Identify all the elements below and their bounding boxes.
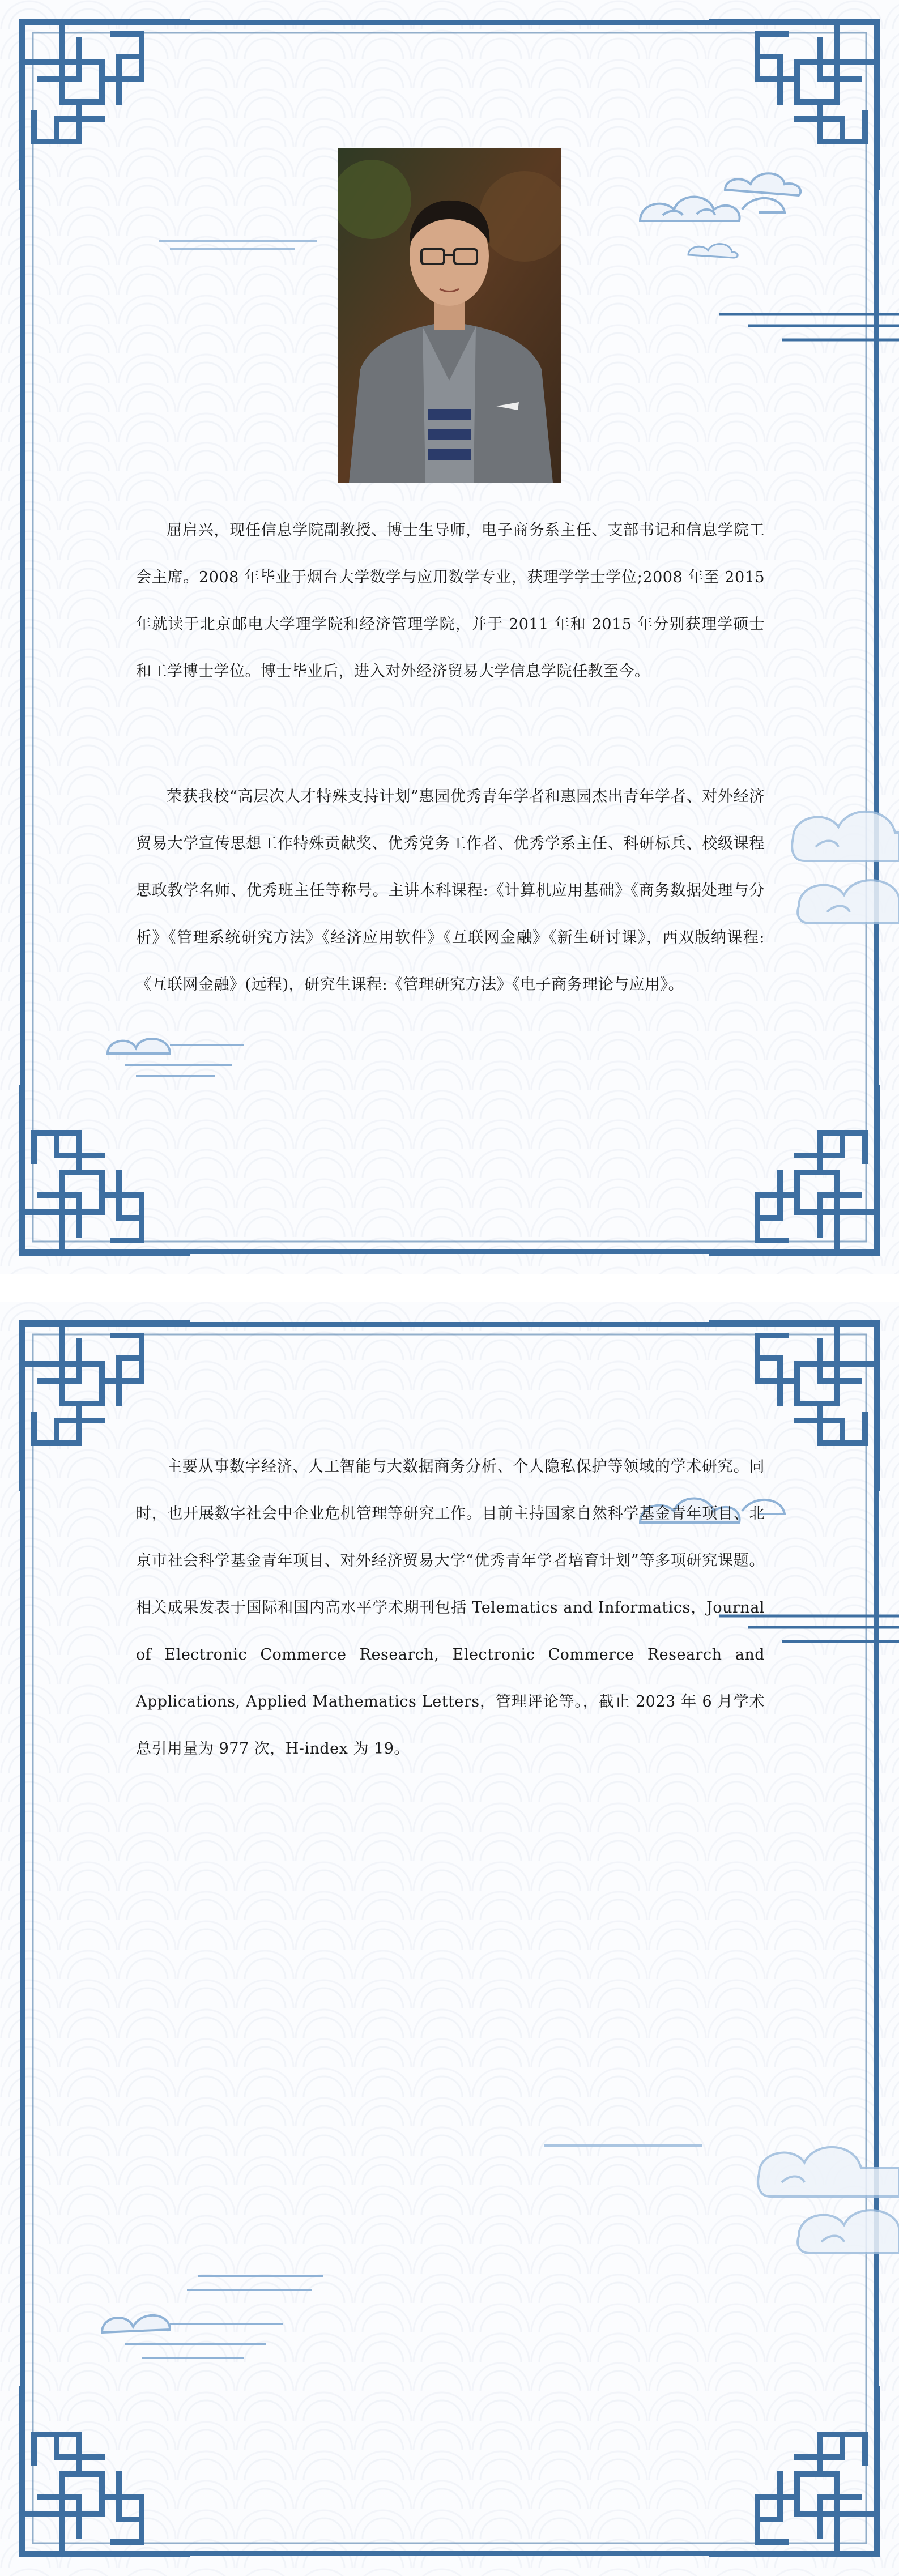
cloud-icon: [96, 2264, 334, 2378]
cloud-icon: [685, 232, 742, 261]
bio-panel: [0, 0, 899, 1274]
cloud-icon: [532, 2123, 899, 2281]
bio-paragraph-career: 屈启兴，现任信息学院副教授、博士生导师，电子商务系主任、支部书记和信息学院工会主席。2008 年毕业于烟台大学数学与应用数学专业，获理学学士学位;2008 年至 2015 年就读于北京邮电大学理学院和经济管理学院，并于 2011 年和 2015 年分别获理学硕士和工学博士学位。博士毕业后，进入对外经济贸易大学信息学院任教至今。: [136, 522, 765, 680]
portrait-photo: [338, 148, 561, 483]
research-panel: [0, 1302, 899, 2576]
cloud-icon: [719, 159, 810, 204]
cloud-icon: [782, 793, 899, 974]
research-paragraph: 主要从事数字经济、人工智能与大数据商务分析、个人隐私保护等领域的学术研究。同时，也开展数字社会中企业危机管理等研究工作。目前主持国家自然科学基金青年项目、北京市社会科学基金青年项目、对外经济贸易大学“优秀青年学者培育计划”等多项研究课题。相关成果发表于国际和国内高水平学术期刊包括 Telematics and Informatics，Journal of Electronic Commerce Research, Electronic Commerce Research and Applications, Applied Mathematics Letters，管理评论等。，截止 2023 年 6 月学术总引用量为 977 次，H-index 为 19。: [136, 1458, 765, 1758]
cloud-icon: [102, 1022, 249, 1085]
bio-paragraph-honors: 荣获我校“高层次人才特殊支持计划”惠园优秀青年学者和惠园杰出青年学者、对外经济贸易大学宣传思想工作特殊贡献奖、优秀党务工作者、优秀学系主任、科研标兵、校级课程思政教学名师、优秀班主任等称号。主讲本科课程:《计算机应用基础》《商务数据处理与分析》《管理系统研究方法》《经济应用软件》《互联网金融》《新生研讨课》，西双版纳课程:《互联网金融》(远程)，研究生课程:《管理研究方法》《电子商务理论与应用》。: [136, 788, 765, 993]
